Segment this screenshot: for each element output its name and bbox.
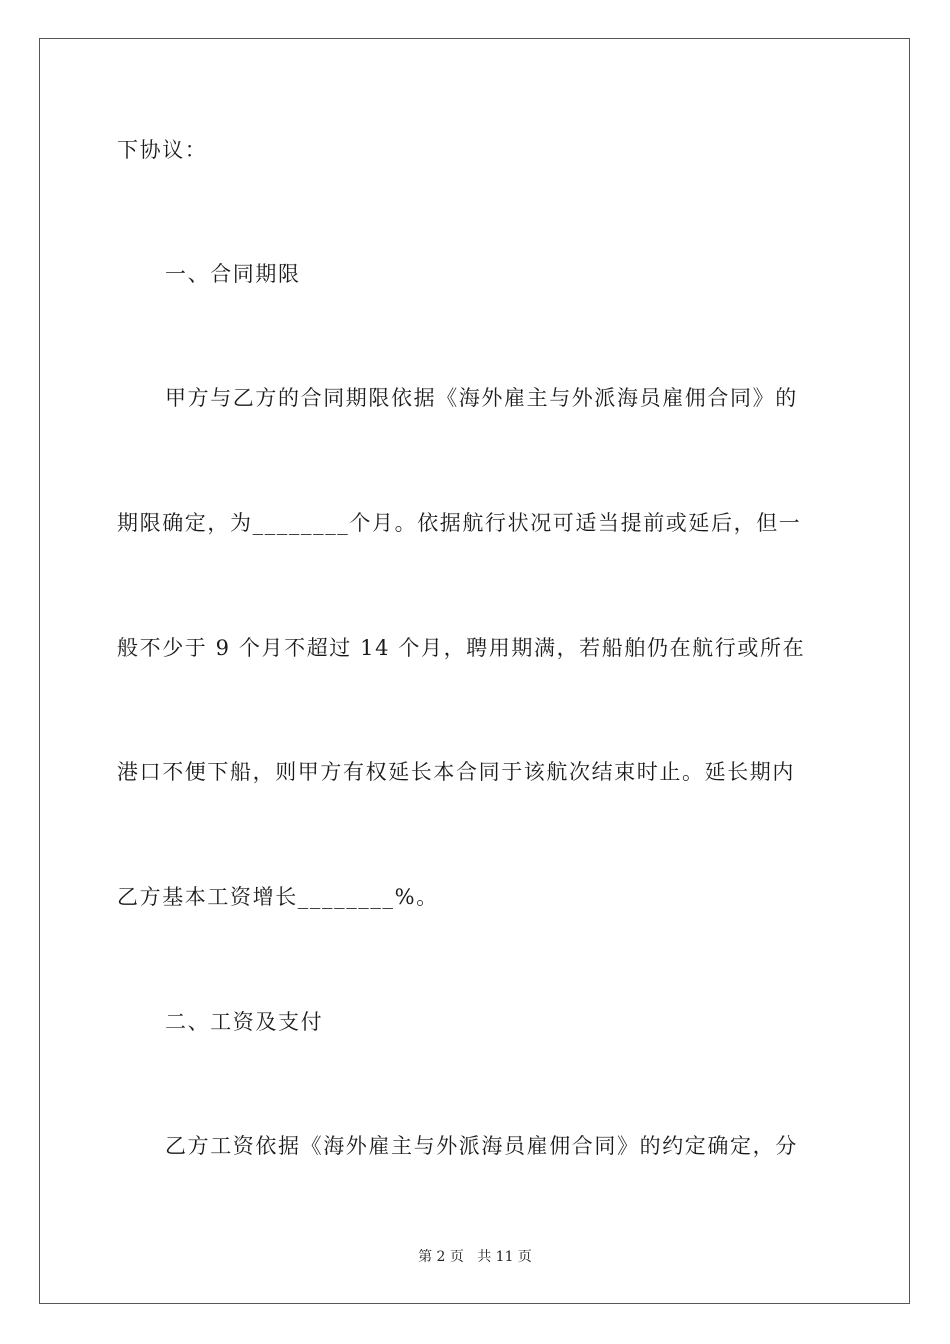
page-frame <box>39 38 910 1304</box>
paragraph-line: 乙方工资依据《海外雇主与外派海员雇佣合同》的约定确定，分 <box>165 1134 798 1158</box>
paragraph-line: 般不少于 9 个月不超过 14 个月，聘用期满，若船舶仍在航行或所在 <box>117 636 806 660</box>
section-heading-contract-term: 一、合同期限 <box>165 262 301 286</box>
paragraph-line: 期限确定，为________个月。依据航行状况可适当提前或延后，但一 <box>117 511 802 535</box>
text-line-continuation: 下协议： <box>117 138 208 162</box>
section-heading-wages: 二、工资及支付 <box>165 1010 324 1034</box>
paragraph-line: 甲方与乙方的合同期限依据《海外雇主与外派海员雇佣合同》的 <box>165 386 798 410</box>
paragraph-line: 乙方基本工资增长________%。 <box>117 885 439 909</box>
page-number-footer: 第 2 页 共 11 页 <box>418 1249 532 1265</box>
paragraph-line: 港口不便下船，则甲方有权延长本合同于该航次结束时止。延长期内 <box>117 760 795 784</box>
